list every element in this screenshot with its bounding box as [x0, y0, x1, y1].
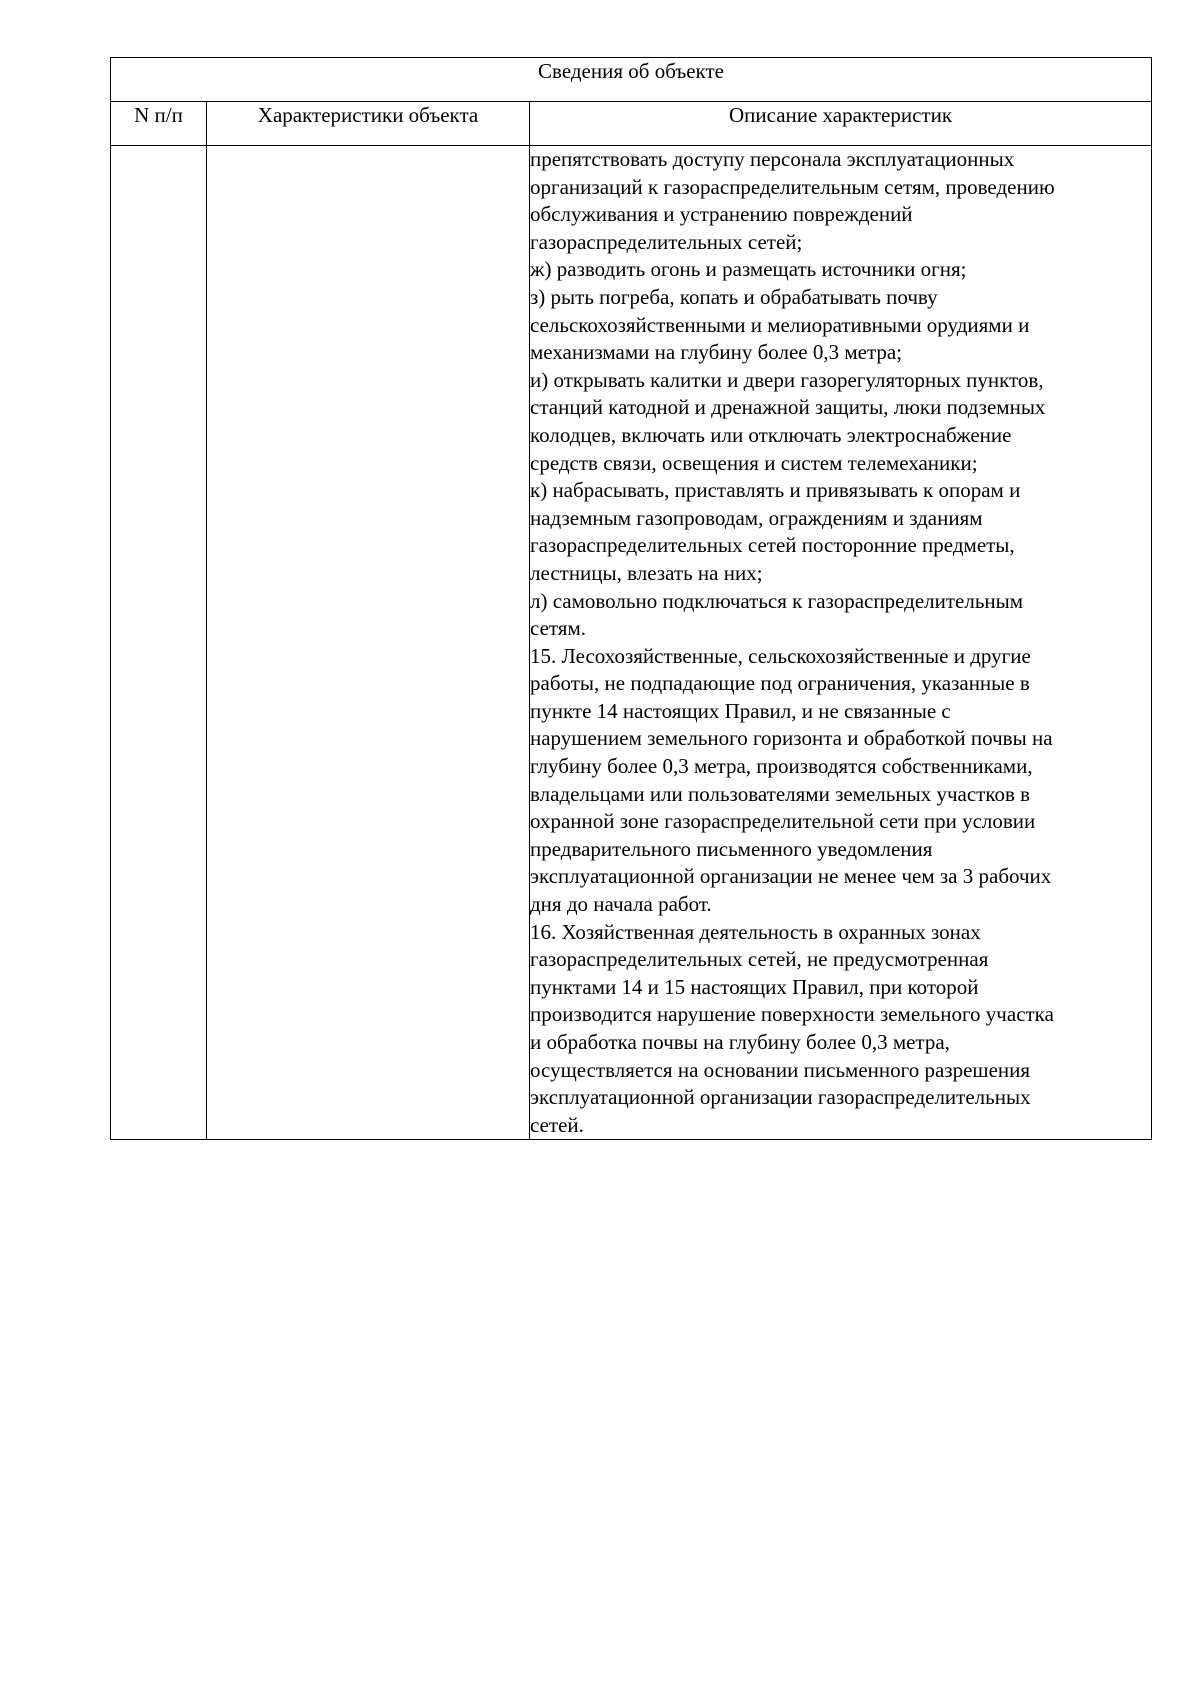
object-info-table — [110, 57, 1152, 1140]
description-line: препятствовать доступу персонала эксплуатационных — [530, 147, 1015, 171]
header-number: N п/п — [111, 102, 207, 146]
cell-description — [530, 146, 1152, 1140]
description-line: з) рыть погреба, копать и обрабатывать почву — [530, 284, 938, 309]
table-title-row — [111, 58, 1152, 102]
description-line: охранной зоне газораспределительной сети при условии — [530, 809, 1036, 834]
description-line: колодцев, включать или отключать электроснабжение — [530, 422, 1012, 447]
description-line: л) самовольно подключаться к газораспределительным — [530, 588, 1024, 613]
description-line: средств связи, освещения и систем телемеханики; — [530, 450, 978, 475]
description-line: пунктами 14 и 15 настоящих Правил, при которой — [530, 974, 979, 999]
table-title: Сведения об объекте — [111, 58, 1152, 102]
description-line: эксплуатационной организации газораспределительных — [530, 1085, 1031, 1110]
description-line: газораспределительных сетей; — [530, 229, 803, 254]
description-line: механизмами на глубину более 0,3 метра; — [530, 340, 903, 365]
description-line: организаций к газораспределительным сетям, проведению — [530, 174, 1055, 199]
description-line: осуществляется на основании письменного разрешения — [530, 1057, 1031, 1082]
description-line: глубину более 0,3 метра, производятся собственниками, — [530, 754, 1033, 779]
description-line: сельскохозяйственными и мелиоративными орудиями и — [530, 312, 1030, 337]
description-line: владельцами или пользователями земельных участков в — [530, 781, 1031, 806]
description-line: и обработка почвы на глубину более 0,3 метра, — [530, 1030, 950, 1054]
description-line: к) набрасывать, приставлять и привязывать к опорам и — [530, 478, 1021, 503]
description-text — [530, 146, 1151, 1139]
description-line: 16. Хозяйственная деятельность в охранных зонах — [530, 919, 981, 944]
description-line: лестницы, влезать на них; — [530, 560, 763, 585]
table-row — [111, 146, 1152, 1140]
description-line: 15. Лесохозяйственные, сельскохозяйственные и другие — [530, 643, 1031, 668]
description-line: дня до начала работ. — [530, 892, 712, 917]
description-line: пункте 14 настоящих Правил, и не связанные с — [530, 698, 951, 723]
cell-characteristics — [207, 146, 530, 1140]
description-line: сетей. — [530, 1112, 584, 1137]
description-line: и) открывать калитки и двери газорегуляторных пунктов, — [530, 367, 1044, 392]
header-characteristics: Характеристики объекта — [207, 102, 530, 146]
description-line: надземным газопроводам, ограждениям и зданиям — [530, 505, 983, 530]
table-header-row — [111, 102, 1152, 146]
description-line: нарушением земельного горизонта и обработкой почвы на — [530, 726, 1053, 751]
description-line: газораспределительных сетей, не предусмотренная — [530, 947, 989, 972]
description-line: производится нарушение поверхности земельного участка — [530, 1002, 1054, 1027]
description-line: сетям. — [530, 616, 586, 641]
description-line: предварительного письменного уведомления — [530, 836, 933, 861]
header-description: Описание характеристик — [530, 102, 1152, 146]
description-line: работы, не подпадающие под ограничения, указанные в — [530, 671, 1030, 696]
description-line: эксплуатационной организации не менее чем за 3 рабочих — [530, 864, 1052, 889]
description-line: ж) разводить огонь и размещать источники огня; — [530, 257, 967, 282]
description-line: станций катодной и дренажной защиты, люки подземных — [530, 395, 1046, 420]
description-line: газораспределительных сетей посторонние предметы, — [530, 533, 1015, 558]
description-line: обслуживания и устранению повреждений — [530, 202, 913, 227]
cell-number — [111, 146, 207, 1140]
